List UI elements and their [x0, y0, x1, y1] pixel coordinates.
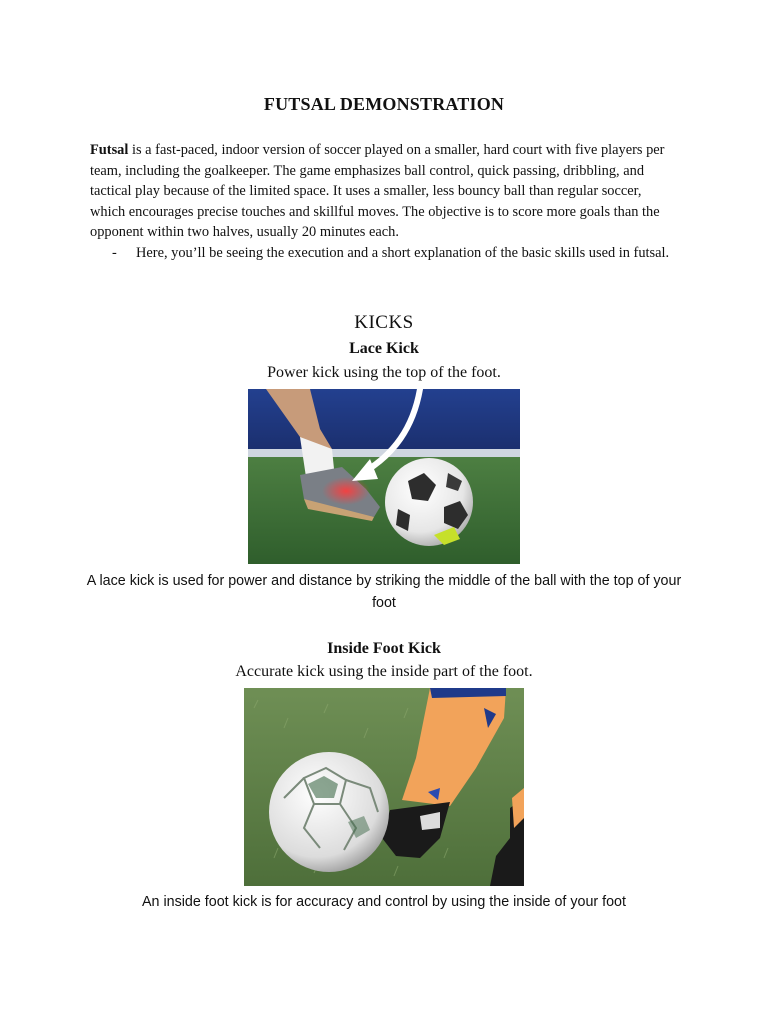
- inside-foot-kick-photo: [244, 688, 524, 886]
- lace-kick-caption: A lace kick is used for power and distance by striking the middle of the ball with the top of your foot: [86, 573, 682, 611]
- bullet-dash: -: [112, 245, 117, 261]
- inside-foot-kick-subtitle: Accurate kick using the inside part of the foot.: [235, 663, 533, 680]
- document-title: FUTSAL DEMONSTRATION: [263, 94, 505, 114]
- intro-paragraph: [90, 140, 680, 243]
- bullet-text: Here, you’ll be seeing the execution and a short explanation of the basic skills used in futsal.: [136, 245, 670, 261]
- lace-kick-title: Lace Kick: [349, 340, 419, 357]
- section-heading-kicks: KICKS: [354, 312, 414, 333]
- lace-kick-subtitle: Power kick using the top of the foot.: [267, 364, 501, 381]
- intro-text: is a fast-paced, indoor version of soccer played on a smaller, hard court with five players per team, including the goalkeeper. The game emphasizes ball control, quick passing, dribbling, and tactical play because of the limited space. It uses a smaller, less bouncy ball than regular soccer, which encourages precise touches and skillful moves. The objective is to score more goals than the opponent within two halves, usually 20 minutes each.: [90, 142, 665, 241]
- bullet-item: [90, 243, 680, 264]
- lace-kick-photo: [248, 389, 520, 564]
- inside-foot-kick-caption: An inside foot kick is for accuracy and control by using the inside of your foot: [142, 894, 626, 910]
- intro-bold-term: Futsal: [90, 142, 129, 158]
- inside-foot-kick-title: Inside Foot Kick: [327, 640, 441, 657]
